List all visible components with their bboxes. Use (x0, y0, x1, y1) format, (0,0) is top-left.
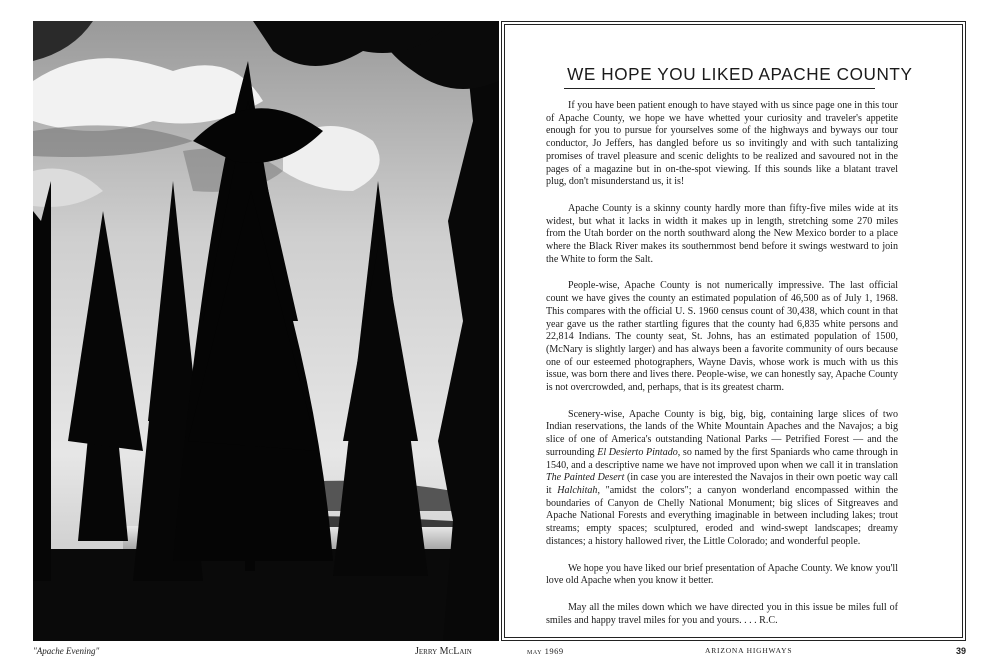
article-body (546, 100, 898, 641)
paragraph-geography: Apache County is a skinny county hardly more than fifty-five miles wide at its widest, but what it lacks in width it makes up in length, stretching some 270 miles from the Utah border on the north southward along the New Mexico border to a place where the Black River makes its southernmost bend before it swings westward to join the White to form the Salt. (546, 202, 898, 265)
paragraph-population: People-wise, Apache County is not numerically impressive. The last official count we have gives the county an estimated population of 46,500 as of July 1, 1968. This compares with the official U. S. 1960 census count of 30,438, which count in that year gave us the rather startling figures that the county had 6,835 white persons and 22,814 Indians. The county seat, St. Johns, has an estimated population of 1500, (McNary is slightly larger) and has always been a favorite community of ours because one of our esteemed photographers, Wayne Davis, whose work is much with us this issue, was born there and lives there. People-wise, we can honestly say, Apache County is not overcrowded, and, perhaps, that is its greatest charm. (546, 280, 898, 394)
painted-desert-term: The Painted Desert (546, 472, 625, 484)
paragraph-scenery: Scenery-wise, Apache County is big, big, big, containing large slices of two Indian reservations, the lands of the White Mountain Apaches and the Navajos; a big slice of one of America's outstanding National Parks — Petrified Forest — and the surrounding El Desierto Pintado, so named by the first Spaniards who came through in 1540, and a descriptive name we have not improved upon when we call it in translation The Painted Desert (in case you are interested the Navajos in their own poetic way call it Halchitah, "amidst the colors"; a canyon wonderland encompassed within the boundaries of Canyon de Chelly National Monument; big slices of Sitgreaves and Apache National Forests and everything imaginable in between including lakes; trout streams; empty spaces; sculptured, eroded and wind-swept landscapes; dreamy distances; a history hallowed river, the Little Colorado; and wonderful people. (546, 408, 898, 547)
page-number: 39 (956, 646, 967, 656)
article-panel (501, 21, 966, 641)
paragraph-intro: If you have been patient enough to have stayed with us since page one in this tour of Apache County, we hope we have whetted your curiosity and traveler's appetite enough for you to pursue for yourselves some of the highways and byways our tour conductor, Jo Jeffers, has dangled before us so invitingly and with such tantalizing promises of travel pleasure and scenic delights to be realized and savoured not in the pages of a magazine but in on-the-spot viewing. If this sounds like a blatant travel plug, don't misunderstand us, it is! (546, 100, 898, 188)
apache-evening-photo (33, 21, 499, 641)
issue-date: may 1969 (527, 646, 564, 656)
magazine-name: ARIZONA HIGHWAYS (705, 646, 793, 655)
halchitah-term: Halchitah (557, 484, 598, 496)
desierto-pintado-term: El Desierto Pintado (597, 446, 678, 458)
article-headline: WE HOPE YOU LIKED APACHE COUNTY (567, 64, 913, 84)
paragraph-closing: We hope you have liked our brief presentation of Apache County. We know you'll love old Apache when you know it better. (546, 562, 898, 587)
photo-credit: Jerry McLain (415, 646, 472, 657)
paragraph-signoff: May all the miles down which we have directed you in this issue be miles full of smiles and happy travel miles for you and yours. . . . R.C. (546, 601, 898, 626)
headline-underline (564, 88, 875, 89)
photo-caption: "Apache Evening" (33, 646, 100, 656)
